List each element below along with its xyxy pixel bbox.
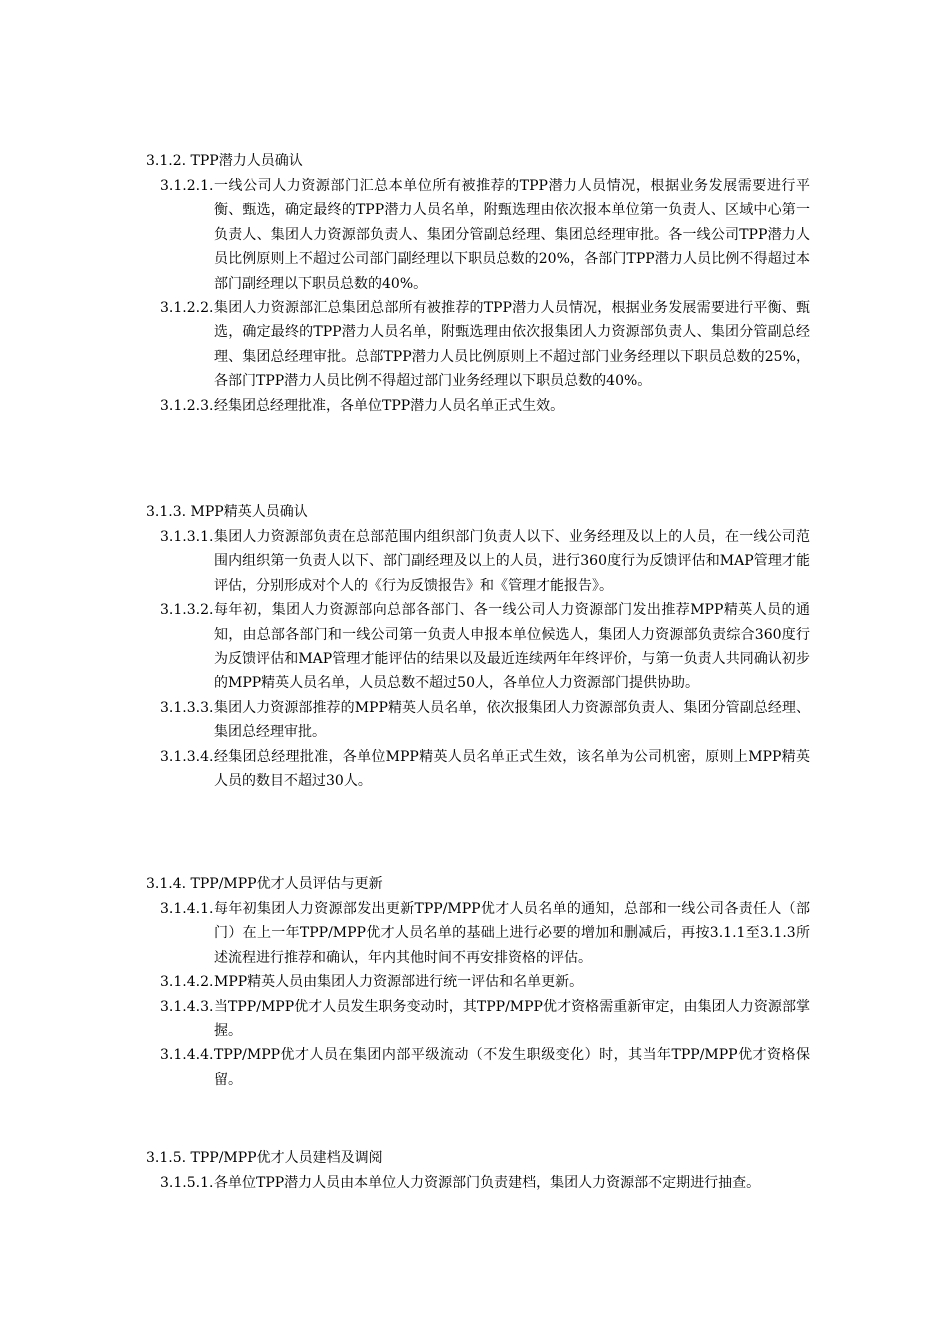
clause-number: 3.1.4.2. xyxy=(160,974,214,991)
clause-3-1-4-3 xyxy=(160,995,810,1044)
clause-number: 3.1.3.4. xyxy=(160,748,214,765)
clause-text: TPP/MPP优才人员在集团内部平级流动（不发生职级变化）时，其当年TPP/MPP优才资格保留。 xyxy=(214,1047,810,1088)
clause-3-1-2-2 xyxy=(160,296,810,394)
clause-text: 每年初，集团人力资源部向总部各部门、各一线公司人力资源部门发出推荐MPP精英人员的通知，由总部各部门和一线公司第一负责人申报本单位候选人，集团人力资源部负责综合360度行为反馈评估和MAP管理才能评估的结果以及最近连续两年年终评价，与第一负责人共同确认初步的MPP精英人员名单，人员总数不超过50人，各单位人力资源部门提供协助。 xyxy=(214,602,810,692)
clause-text: 集团人力资源部负责在总部范围内组织部门负责人以下、业务经理及以上的人员，在一线公司范围内组织第一负责人以下、部门副经理及以上的人员，进行360度行为反馈评估和MAP管理才能评估，分别形成对个人的《行为反馈报告》和《管理才能报告》。 xyxy=(214,529,810,594)
clause-number: 3.1.3.1. xyxy=(160,529,214,545)
clause-number: 3.1.3.2. xyxy=(160,602,214,619)
section-3-1-3 xyxy=(146,500,810,793)
clause-text: 一线公司人力资源部门汇总本单位所有被推荐的TPP潜力人员情况，根据业务发展需要进行平衡、甄选，确定最终的TPP潜力人员名单，附甄选理由依次报本单位第一负责人、区域中心第一负责人、集团人力资源部负责人、集团分管副总经理、集团总经理审批。各一线公司TPP潜力人员比例原则上不超过公司部门副经理以下职员总数的20%，各部门TPP潜力人员比例不得超过本部门副经理以下职员总数的40%。 xyxy=(214,178,810,292)
section-heading: 3.1.5. TPP/MPP优才人员建档及调阅 xyxy=(146,1150,383,1166)
clause-number: 3.1.2.3. xyxy=(160,397,214,414)
section-3-1-5 xyxy=(146,1146,810,1195)
clause-3-1-4-4 xyxy=(160,1043,810,1092)
section-3-1-2 xyxy=(146,149,810,418)
section-heading: 3.1.2. TPP潜力人员确认 xyxy=(146,153,303,169)
clause-3-1-5-1 xyxy=(160,1171,810,1195)
clause-text: 当TPP/MPP优才人员发生职务变动时，其TPP/MPP优才资格需重新审定，由集团人力资源部掌握。 xyxy=(214,998,810,1040)
section-3-1-4 xyxy=(146,872,810,1092)
clause-3-1-2-1 xyxy=(160,174,810,296)
section-heading: 3.1.3. MPP精英人员确认 xyxy=(146,504,308,520)
clause-3-1-3-4 xyxy=(160,745,810,794)
clause-text: 集团人力资源部推荐的MPP精英人员名单，依次报集团人力资源部负责人、集团分管副总经理、集团总经理审批。 xyxy=(214,699,810,741)
clause-text: 经集团总经理批准，各单位MPP精英人员名单正式生效，该名单为公司机密，原则上MPP精英人员的数目不超过30人。 xyxy=(214,748,810,790)
clause-3-1-4-1 xyxy=(160,897,810,970)
clause-3-1-4-2 xyxy=(160,970,810,994)
section-heading: 3.1.4. TPP/MPP优才人员评估与更新 xyxy=(146,876,383,892)
clause-number: 3.1.4.3. xyxy=(160,998,214,1015)
clause-3-1-3-1 xyxy=(160,525,810,598)
clause-number: 3.1.2.2. xyxy=(160,300,214,317)
clause-3-1-3-3 xyxy=(160,696,810,745)
clause-text: MPP精英人员由集团人力资源部进行统一评估和名单更新。 xyxy=(214,974,584,991)
clause-text: 经集团总经理批准，各单位TPP潜力人员名单正式生效。 xyxy=(214,397,565,414)
clause-text: 各单位TPP潜力人员由本单位人力资源部门负责建档，集团人力资源部不定期进行抽查。 xyxy=(214,1175,761,1191)
clause-number: 3.1.5.1. xyxy=(160,1175,214,1191)
clause-text: 集团人力资源部汇总集团总部所有被推荐的TPP潜力人员情况，根据业务发展需要进行平衡、甄选，确定最终的TPP潜力人员名单，附甄选理由依次报集团人力资源部负责人、集团分管副总经理、集团总经理审批。总部TPP潜力人员比例原则上不超过部门业务经理以下职员总数的25%，各部门TPP潜力人员比例不得超过部门业务经理以下职员总数的40%。 xyxy=(214,300,810,390)
clause-text: 每年初集团人力资源部发出更新TPP/MPP优才人员名单的通知，总部和一线公司各责任人（部门）在上一年TPP/MPP优才人员名单的基础上进行必要的增加和删减后，再按3.1.1至3.1.3所述流程进行推荐和确认，年内其他时间不再安排资格的评估。 xyxy=(214,901,810,966)
clause-number: 3.1.2.1. xyxy=(160,178,214,194)
clause-3-1-2-3 xyxy=(160,394,810,418)
clause-number: 3.1.3.3. xyxy=(160,699,214,716)
clause-3-1-3-2 xyxy=(160,598,810,696)
clause-number: 3.1.4.1. xyxy=(160,901,214,917)
clause-number: 3.1.4.4. xyxy=(160,1047,214,1064)
